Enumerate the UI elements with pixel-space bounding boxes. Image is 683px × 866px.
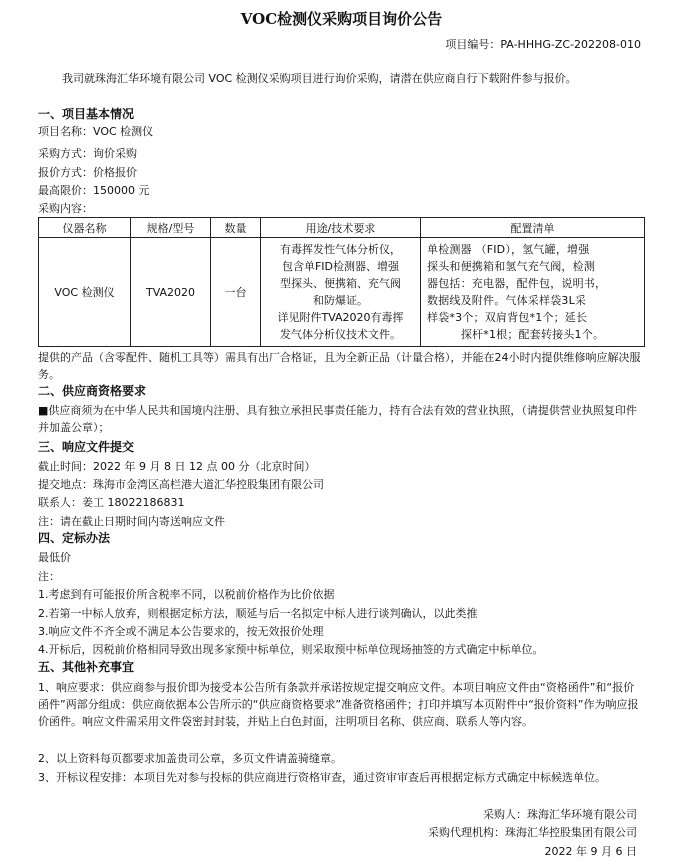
usage-cell (261, 238, 421, 347)
max-price: 最高限价：150000 元 (38, 184, 150, 197)
other-item-response-requirements: 1、响应要求：供应商参与报价即为接受本公告所有条款并承诺按规定提交响应文件。本项目响应文件由“资格函件”和“报价函件”两部分组成：供应商依据本公告所示的“供应商资格要求”准备资格函件；打印并填写本页附件中“报价资料”作为响应报价函件。响应文件需采用文件袋密封封装，并贴上白色封面，注明项目名称、供应商、联系人等内容。 (38, 681, 639, 728)
product-requirement-note: 提供的产品（含零配件、随机工具等）需具有出厂合格证，且为全新正品（计量合格），并能在24小时内提供维修响应解决服务。 (38, 351, 641, 381)
requirements-table (38, 217, 645, 347)
award-note-label: 注： (38, 570, 60, 583)
other-item-seal: 2、以上资料每页都要求加盖贵司公章，多页文件请盖骑缝章。 (38, 752, 342, 765)
buyer-signature: 采购人：珠海汇华环境有限公司 (483, 808, 637, 821)
project-number: 项目编号：PA-HHHG-ZC-202208-010 (445, 38, 641, 51)
quantity-cell: 一台 (211, 238, 261, 347)
usage-line: 包含单FID检测器、增强 (281, 260, 400, 273)
qualification-text: ■供应商须为在中华人民共和国境内注册、具有独立承担民事责任能力，持有合法有效的营业执照，（请提供营业执照复印件并加盖公章）； (38, 404, 637, 434)
usage-line: 有毒挥发性气体分析仪， (280, 243, 401, 256)
config-cell (421, 238, 645, 347)
section-heading-qualification: 二、供应商资格要求 (38, 384, 147, 398)
table-row (39, 238, 645, 347)
intro-paragraph: 我司就珠海汇华环境有限公司 VOC 检测仪采购项目进行询价采购，请潜在供应商自行下载附件参与报价。 (62, 72, 577, 85)
other-item-agenda: 3、开标议程安排：本项目先对参与投标的供应商进行资格审查，通过资审审查后再根据定标方式确定中标候选单位。 (38, 771, 606, 784)
contact-person: 联系人：姜工 18022186831 (38, 496, 185, 509)
section-heading-submission: 三、响应文件提交 (38, 440, 135, 454)
agent-signature: 采购代理机构：珠海汇华控股集团有限公司 (428, 826, 637, 839)
submission-note: 注：请在截止日期时间内寄送响应文件 (38, 515, 225, 528)
section-heading-award-method: 四、定标办法 (38, 531, 111, 545)
submission-place: 提交地点：珠海市金湾区高栏港大道汇华控股集团有限公司 (38, 478, 324, 491)
instrument-name-cell: VOC 检测仪 (39, 238, 131, 347)
config-line: 器包括：充电器，配件包，说明书， (427, 277, 607, 290)
section-heading-other: 五、其他补充事宜 (38, 660, 135, 674)
config-line: 样袋*3个；双肩背包*1个；延长 (427, 311, 588, 324)
page-title: VOC检测仪采购项目询价公告 (240, 10, 443, 28)
award-rule-item: 1.考虑到有可能报价所含税率不同，以税前价格作为比价依据 (38, 588, 335, 601)
quotation-method: 报价方式：价格报价 (38, 166, 137, 179)
table-header-cell: 用途/技术要求 (261, 218, 421, 238)
award-method: 最低价 (38, 551, 71, 564)
announcement-date: 2022 年 9 月 6 日 (544, 845, 637, 858)
table-header-cell: 配置清单 (421, 218, 645, 238)
model-cell: TVA2020 (131, 238, 211, 347)
config-line: 探头和便携箱和氢气充气阀，检测 (427, 260, 595, 273)
config-line: 单检测器 （FID），氢气罐，增强 (427, 243, 590, 256)
usage-line: 详见附件TVA2020有毒挥 (277, 311, 404, 324)
submission-deadline: 截止时间：2022 年 9 月 8 日 12 点 00 分（北京时间） (38, 460, 316, 473)
usage-line: 发气体分析仪技术文件。 (280, 328, 401, 341)
project-name: 项目名称：VOC 检测仪 (38, 125, 154, 138)
table-header-cell: 规格/型号 (131, 218, 211, 238)
usage-line: 和防爆证。 (313, 294, 368, 307)
table-header-row (39, 218, 645, 238)
config-line: 数据线及附件。气体采样袋3L采 (427, 294, 587, 307)
table-header-cell: 仪器名称 (39, 218, 131, 238)
config-line: 探杆*1根；配套转接头1个。 (460, 328, 605, 341)
usage-line: 型探头、便携箱、充气阀 (280, 277, 401, 290)
table-header-cell: 数量 (211, 218, 261, 238)
award-rule-item: 2.若第一中标人放弃，则根据定标方法，顺延与后一名拟定中标人进行谈判确认，以此类推 (38, 607, 478, 620)
award-rule-item: 3.响应文件不齐全或不满足本公告要求的，按无效报价处理 (38, 625, 324, 638)
section-heading-basic-info: 一、项目基本情况 (38, 107, 135, 121)
procurement-content-label: 采购内容： (38, 202, 93, 215)
award-rule-item: 4.开标后，因税前价格相同导致出现多家预中标单位，则采取预中标单位现场抽签的方式确定中标单位。 (38, 643, 544, 656)
procurement-method: 采购方式：询价采购 (38, 147, 137, 160)
